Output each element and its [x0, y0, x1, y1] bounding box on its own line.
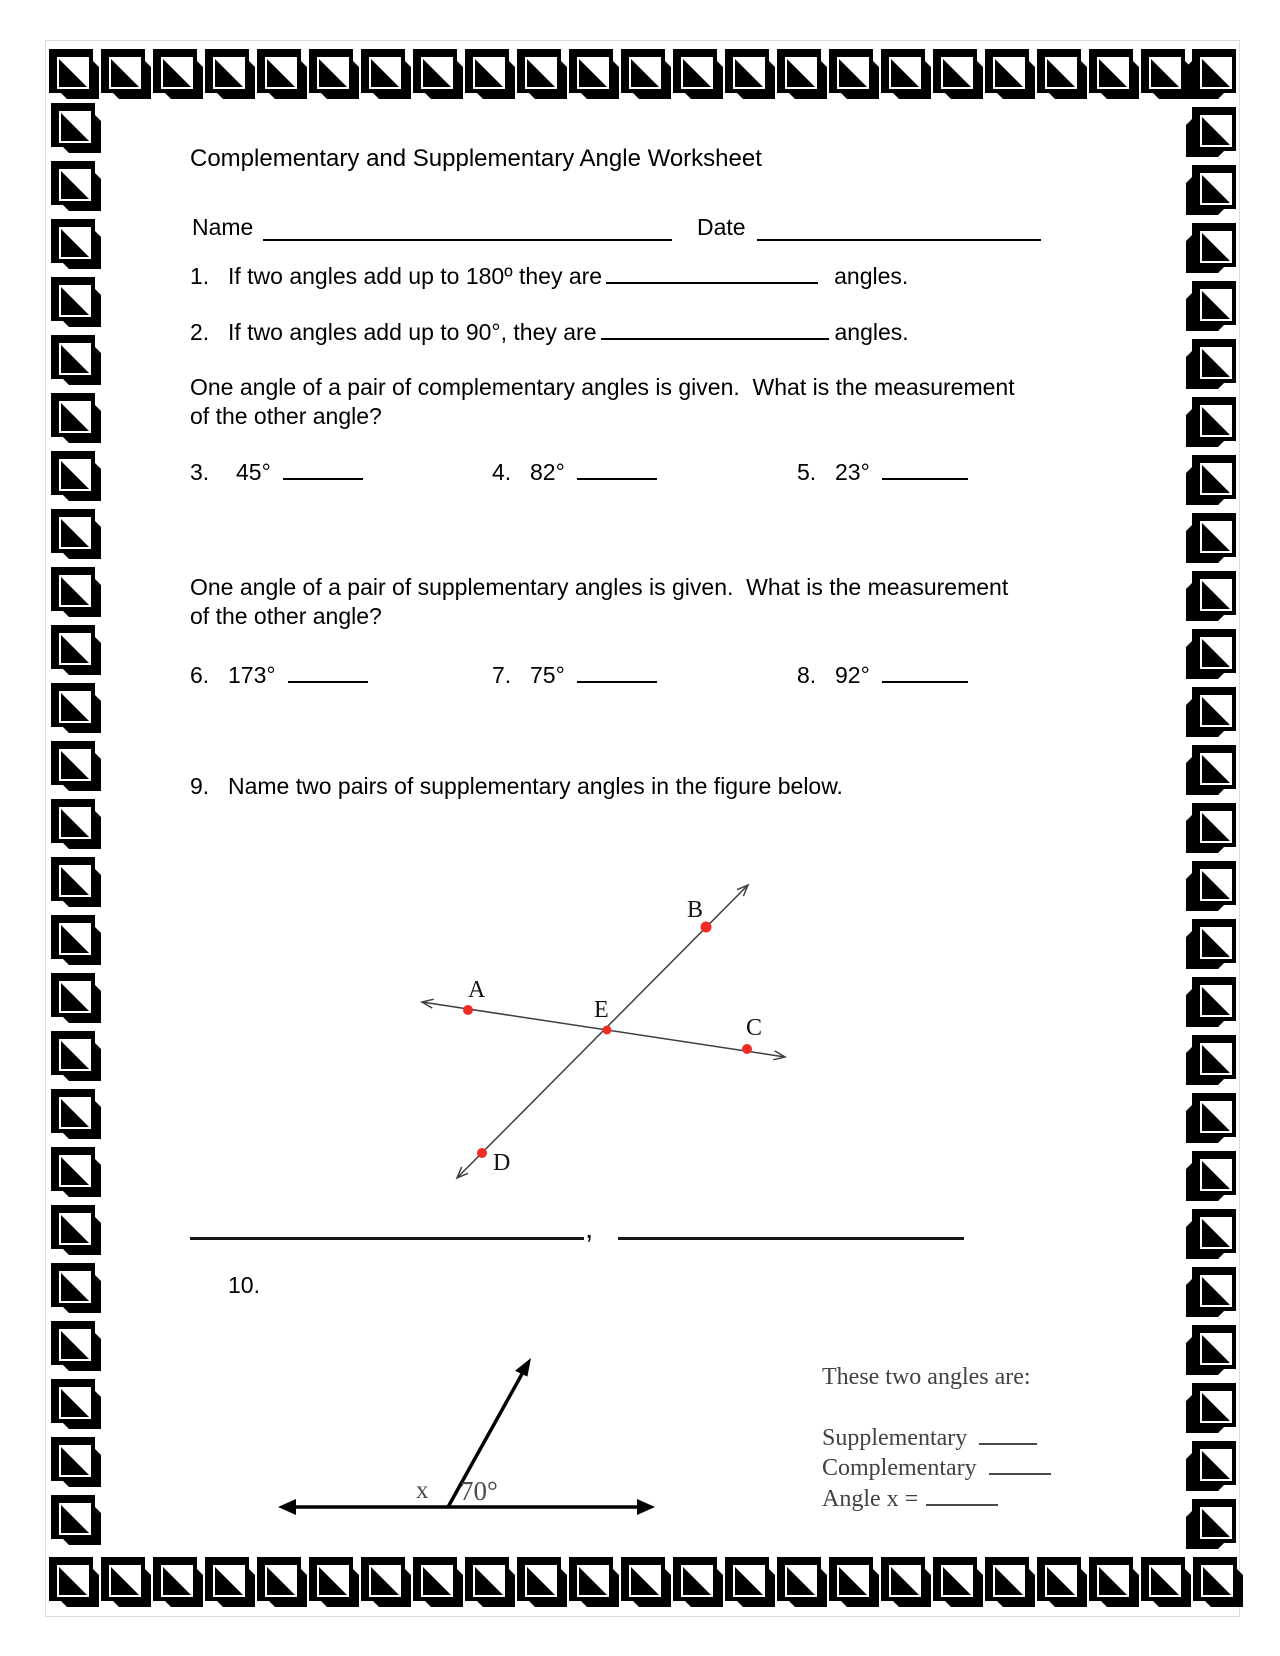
border-tile-icon	[1141, 49, 1191, 99]
border-tile-icon	[153, 1557, 203, 1607]
side-panel-supplementary-row	[822, 1424, 1037, 1452]
supplementary-intro-line1: One angle of a pair of supplementary angles is given. What is the measurement	[190, 574, 1009, 600]
border-tile-icon	[51, 1147, 101, 1197]
date-blank-line	[757, 239, 1041, 241]
question-7	[492, 659, 657, 689]
question-10-number: 10.	[228, 1272, 260, 1298]
border-tile-icon	[1186, 49, 1236, 99]
border-tile-icon	[1186, 919, 1236, 969]
point-e-dot	[603, 1026, 612, 1035]
question-2-number: 2.	[190, 318, 210, 345]
border-tile-icon	[51, 451, 101, 501]
border-tile-icon	[829, 49, 879, 99]
border-tile-icon	[51, 683, 101, 733]
border-tile-icon	[725, 1557, 775, 1607]
border-tile-icon	[569, 1557, 619, 1607]
border-tile-icon	[829, 1557, 879, 1607]
question-4-given: 82°	[530, 458, 565, 485]
border-tile-icon	[517, 49, 567, 99]
point-b-label: B	[687, 897, 704, 923]
border-tile-icon	[205, 1557, 255, 1607]
border-top	[49, 49, 1191, 99]
border-tile-icon	[49, 49, 99, 99]
question-2-suffix: angles.	[834, 318, 909, 345]
border-tile-icon	[933, 1557, 983, 1607]
question-7-number: 7.	[492, 661, 512, 688]
border-tile-icon	[51, 1089, 101, 1139]
base-left-arrowhead-icon	[278, 1499, 296, 1515]
border-tile-icon	[881, 49, 931, 99]
question-8-blank	[882, 659, 968, 683]
question-6-given: 173°	[228, 661, 276, 688]
question-2-blank	[601, 316, 829, 340]
complementary-option-label: Complementary	[822, 1455, 977, 1482]
border-tile-icon	[465, 1557, 515, 1607]
border-tile-icon	[1186, 1325, 1236, 1375]
border-tile-icon	[1186, 223, 1236, 273]
border-tile-icon	[933, 49, 983, 99]
border-tile-icon	[1089, 1557, 1139, 1607]
border-tile-icon	[1141, 1557, 1191, 1607]
supplementary-intro-line2: of the other angle?	[190, 603, 382, 629]
border-tile-icon	[361, 49, 411, 99]
border-tile-icon	[1037, 1557, 1087, 1607]
border-tile-icon	[1186, 803, 1236, 853]
answer-blank-line-1	[190, 1237, 584, 1240]
question-7-given: 75°	[530, 661, 565, 688]
base-right-arrowhead-icon	[637, 1499, 655, 1515]
question-4	[492, 456, 657, 486]
border-tile-icon	[51, 1437, 101, 1487]
border-tile-icon	[51, 1205, 101, 1255]
border-tile-icon	[1186, 1209, 1236, 1259]
border-tile-icon	[1186, 1267, 1236, 1317]
border-tile-icon	[881, 1557, 931, 1607]
answer-blank-line-2	[618, 1237, 964, 1240]
ray-arrowhead-icon	[515, 1358, 531, 1377]
border-tile-icon	[1186, 1093, 1236, 1143]
border-tile-icon	[309, 49, 359, 99]
border-tile-icon	[777, 1557, 827, 1607]
question-1-blank	[606, 260, 818, 284]
question-2	[190, 316, 909, 346]
border-tile-icon	[51, 509, 101, 559]
border-tile-icon	[101, 1557, 151, 1607]
question-3-given: 45°	[236, 458, 271, 485]
border-tile-icon	[51, 799, 101, 849]
question-6	[190, 659, 368, 689]
complementary-intro-line2: of the other angle?	[190, 403, 382, 429]
border-tile-icon	[1089, 49, 1139, 99]
border-tile-icon	[361, 1557, 411, 1607]
angle-70-figure	[260, 1330, 680, 1520]
question-4-number: 4.	[492, 458, 512, 485]
question-4-blank	[577, 456, 657, 480]
question-3-number: 3.	[190, 458, 210, 485]
border-tile-icon	[1186, 571, 1236, 621]
border-tile-icon	[621, 49, 671, 99]
border-tile-icon	[413, 49, 463, 99]
border-tile-icon	[777, 49, 827, 99]
border-tile-icon	[413, 1557, 463, 1607]
side-panel-heading: These two angles are:	[822, 1364, 1031, 1390]
border-left	[51, 103, 101, 1545]
name-blank-line	[263, 239, 672, 241]
border-tile-icon	[985, 1557, 1035, 1607]
border-tile-icon	[51, 219, 101, 269]
border-tile-icon	[569, 49, 619, 99]
border-tile-icon	[1186, 455, 1236, 505]
angle-70-label: 70°	[460, 1476, 498, 1506]
border-tile-icon	[985, 49, 1035, 99]
complementary-intro-line1: One angle of a pair of complementary angles is given. What is the measurement	[190, 374, 1015, 400]
question-3	[190, 456, 363, 486]
border-tile-icon	[51, 567, 101, 617]
border-tile-icon	[51, 1321, 101, 1371]
border-tile-icon	[1037, 49, 1087, 99]
border-tile-icon	[153, 49, 203, 99]
border-tile-icon	[51, 1379, 101, 1429]
border-tile-icon	[309, 1557, 359, 1607]
supplementary-blank	[979, 1424, 1037, 1445]
border-tile-icon	[1186, 1151, 1236, 1201]
question-5-number: 5.	[797, 458, 817, 485]
border-tile-icon	[257, 49, 307, 99]
border-tile-icon	[51, 915, 101, 965]
border-tile-icon	[621, 1557, 671, 1607]
question-6-blank	[288, 659, 368, 683]
border-tile-icon	[51, 973, 101, 1023]
border-tile-icon	[51, 103, 101, 153]
border-tile-icon	[1186, 1035, 1236, 1085]
border-tile-icon	[101, 49, 151, 99]
point-c-label: C	[746, 1015, 763, 1041]
border-tile-icon	[1186, 397, 1236, 447]
border-tile-icon	[1186, 1441, 1236, 1491]
border-tile-icon	[1186, 977, 1236, 1027]
question-6-number: 6.	[190, 661, 210, 688]
point-b-dot	[701, 922, 712, 933]
border-tile-icon	[51, 857, 101, 907]
question-5-blank	[882, 456, 968, 480]
angle-x-blank	[926, 1485, 998, 1506]
question-9-prompt: Name two pairs of supplementary angles in the figure below.	[228, 773, 843, 799]
question-8-number: 8.	[797, 661, 817, 688]
name-label: Name	[192, 214, 254, 240]
answer-separator: ,	[585, 1212, 594, 1245]
border-tile-icon	[205, 49, 255, 99]
border-tile-icon	[1186, 1499, 1236, 1549]
question-5	[797, 456, 968, 486]
border-tile-icon	[1186, 513, 1236, 563]
question-7-blank	[577, 659, 657, 683]
complementary-blank	[989, 1454, 1051, 1475]
point-a-label: A	[468, 977, 486, 1003]
question-9-number: 9.	[190, 773, 210, 799]
question-1-prompt: If two angles add up to 180º they are	[228, 262, 603, 289]
point-c-dot	[742, 1044, 752, 1054]
border-tile-icon	[49, 1557, 99, 1607]
border-tile-icon	[1186, 107, 1236, 157]
border-tile-icon	[1186, 165, 1236, 215]
border-tile-icon	[1186, 1383, 1236, 1433]
border-tile-icon	[257, 1557, 307, 1607]
border-tile-icon	[51, 741, 101, 791]
border-tile-icon	[51, 1031, 101, 1081]
border-tile-icon	[1193, 1557, 1243, 1607]
border-tile-icon	[517, 1557, 567, 1607]
border-tile-icon	[51, 1263, 101, 1313]
question-9	[190, 773, 843, 800]
border-bottom	[49, 1557, 1243, 1607]
point-a-dot	[463, 1005, 473, 1015]
complementary-section-intro	[190, 373, 1015, 431]
question-1	[190, 260, 908, 290]
side-panel-complementary-row	[822, 1454, 1051, 1482]
border-tile-icon	[51, 161, 101, 211]
side-panel-angle-x-row	[822, 1485, 998, 1513]
border-tile-icon	[1186, 687, 1236, 737]
border-tile-icon	[673, 1557, 723, 1607]
point-d-label: D	[493, 1150, 511, 1176]
question-1-suffix: angles.	[834, 262, 909, 289]
border-tile-icon	[1186, 281, 1236, 331]
supplementary-option-label: Supplementary	[822, 1425, 968, 1452]
border-tile-icon	[51, 335, 101, 385]
border-tile-icon	[1186, 745, 1236, 795]
question-2-prompt: If two angles add up to 90°, they are	[228, 318, 597, 345]
border-tile-icon	[51, 277, 101, 327]
date-label: Date	[697, 214, 746, 240]
question-5-given: 23°	[835, 458, 870, 485]
point-d-dot	[477, 1148, 487, 1158]
border-tile-icon	[1186, 339, 1236, 389]
border-right	[1186, 49, 1236, 1549]
border-tile-icon	[1186, 629, 1236, 679]
worksheet-title: Complementary and Supplementary Angle Worksheet	[190, 145, 762, 172]
supplementary-section-intro	[190, 573, 1008, 631]
border-tile-icon	[1186, 861, 1236, 911]
intersecting-lines-figure	[380, 850, 800, 1195]
point-e-label: E	[594, 997, 609, 1023]
border-tile-icon	[51, 625, 101, 675]
question-8-given: 92°	[835, 661, 870, 688]
border-tile-icon	[673, 49, 723, 99]
angle-x-label: x	[416, 1477, 429, 1504]
question-8	[797, 659, 968, 689]
border-tile-icon	[465, 49, 515, 99]
question-1-number: 1.	[190, 262, 210, 289]
border-tile-icon	[725, 49, 775, 99]
question-3-blank	[283, 456, 363, 480]
border-tile-icon	[51, 1495, 101, 1545]
border-tile-icon	[51, 393, 101, 443]
angle-x-prefix-label: Angle x =	[822, 1486, 919, 1513]
